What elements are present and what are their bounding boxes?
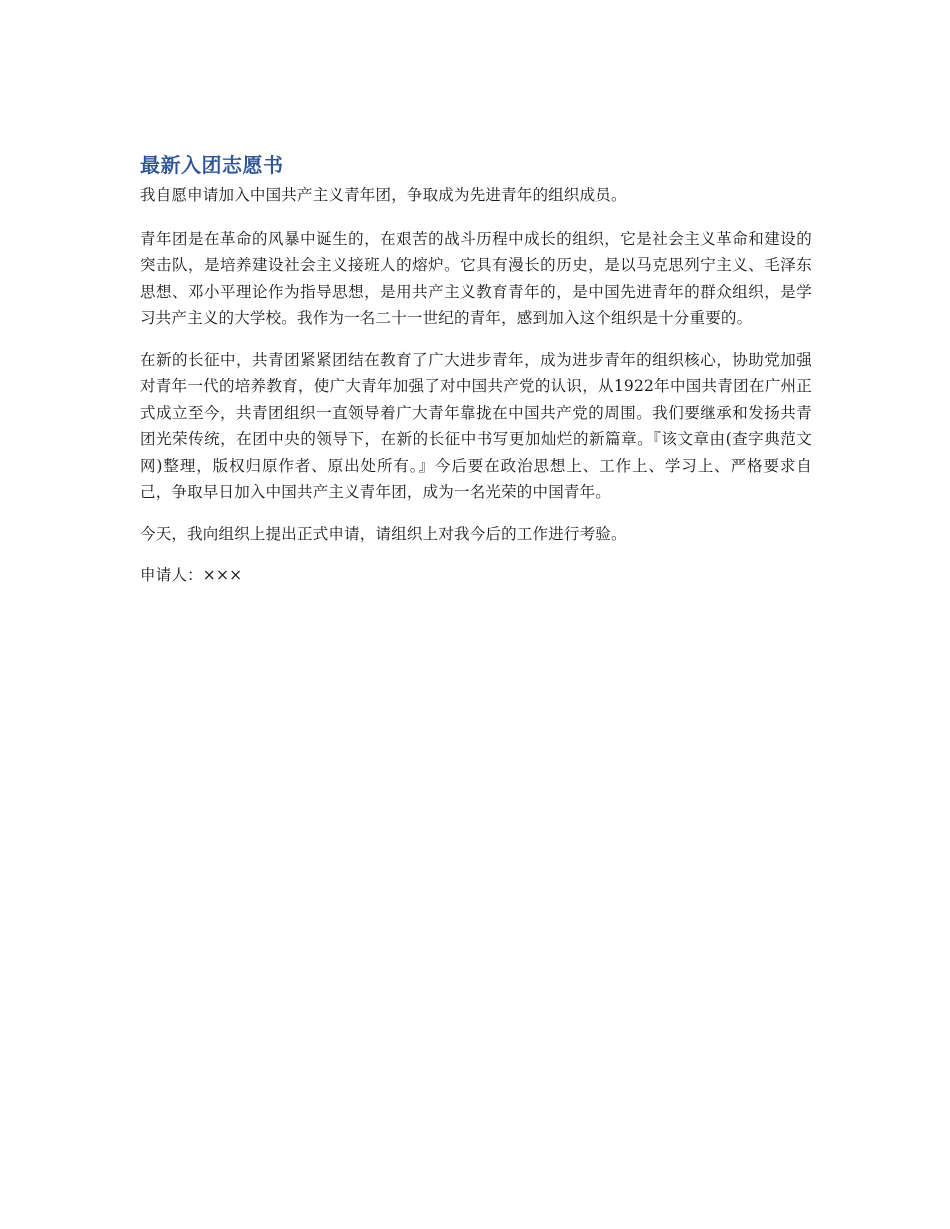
document-title: 最新入团志愿书: [140, 153, 284, 177]
signature-line: 申请人：×××: [140, 566, 243, 584]
paragraph-youth-league-history: 青年团是在革命的风暴中诞生的，在艰苦的战斗历程中成长的组织，它是社会主义革命和建设的突击队，是培养建设社会主义接班人的熔炉。它具有漫长的历史，是以马克思列宁主义、毛泽东思想、邓小平理论作为指导思想，是用共产主义教育青年的，是中国先进青年的群众组织，是学习共产主义的大学校。我作为一名二十一世纪的青年，感到加入这个组织是十分重要的。: [140, 229, 812, 327]
paragraph-intro: 我自愿申请加入中国共产主义青年团，争取成为先进青年的组织成员。: [140, 186, 627, 204]
paragraph-formal-application: 今天，我向组织上提出正式申请，请组织上对我今后的工作进行考验。: [140, 524, 627, 543]
document-page: [140, 150, 812, 604]
paragraph-new-long-march: 在新的长征中，共青团紧紧团结在教育了广大进步青年，成为进步青年的组织核心，协助党加强对青年一代的培养教育，使广大青年加强了对中国共产党的认识，从1922年中国共青团在广州正式成立至今，共青团组织一直领导着广大青年靠拢在中国共产党的周围。我们要继承和发扬共青团光荣传统，在团中央的领导下，在新的长征中书写更加灿烂的新篇章。『该文章由(查字典范文网)整理，版权归原作者、原出处所有。』今后要在政治思想上、工作上、学习上、严格要求自己，争取早日加入中国共产主义青年团，成为一名光荣的中国青年。: [140, 350, 812, 501]
